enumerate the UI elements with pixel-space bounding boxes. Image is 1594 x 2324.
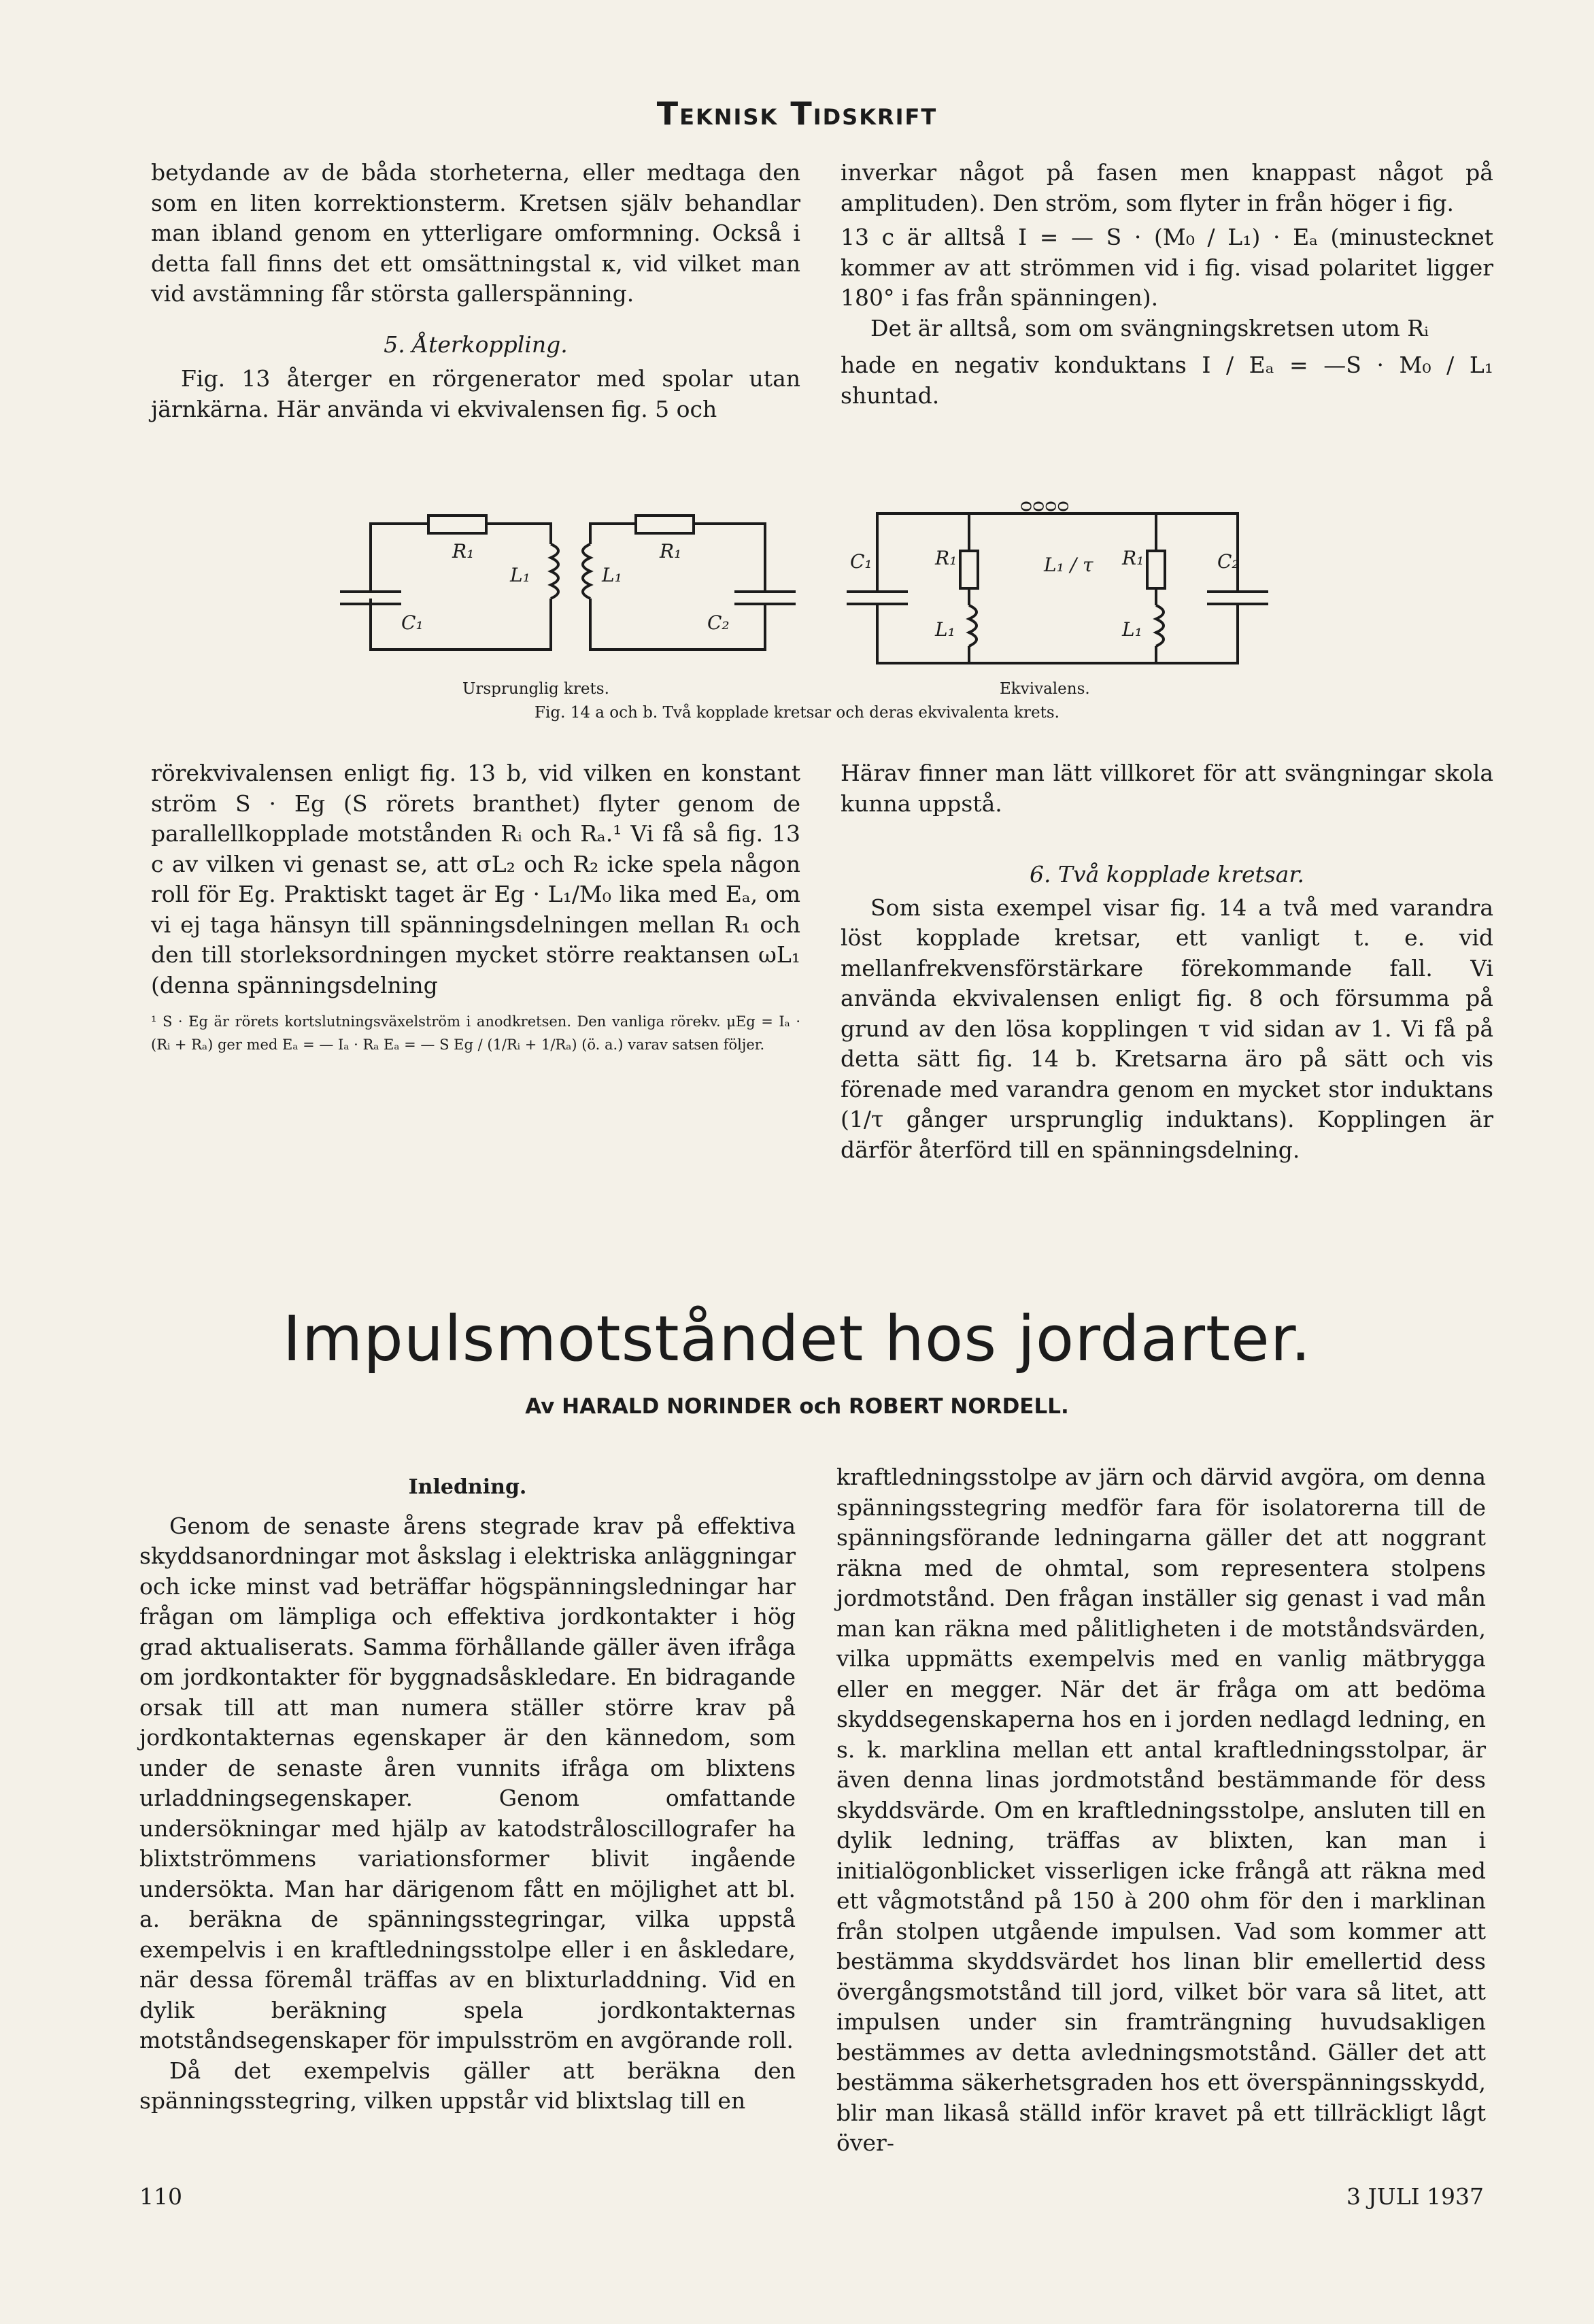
issue-date: 3 JULI 1937 [1346, 2183, 1484, 2210]
paragraph: inverkar något på fasen men knappast något på amplituden). Den ström, som flyter in från höger i fig. [841, 159, 1493, 216]
middle-right-column [841, 758, 1493, 1165]
paragraph: Som sista exempel visar fig. 14 a två med varandra löst kopplade kretsar, ett vanligt t. e. vid mellanfrekvensförstärkare förekommande fall. Vi använda ekvivalensen enligt fig. 8 och försumma på grund av den lösa kopplingen τ vid sidan av 1. Vi få på detta sätt fig. 14 b. Kretsarna äro på sätt och vis förenade med varandra genom en mycket stor induktans (1/τ gånger ursprunglig induktans). Kopplingen är därför återförd till en spänningsdelning. [841, 894, 1493, 1163]
label-r1: R₁ [452, 540, 475, 562]
paragraph: Härav finner man lätt villkoret för att svängningar skola kunna uppstå. [841, 760, 1493, 817]
paragraph: Genom de senaste årens stegrade krav på effektiva skyddsanordningar mot åskslag i elektriska anläggningar och icke minst vad beträffar högspänningsledningar har frågan om lämpliga och effektiva jordkontakter i hög grad aktualiserats. Samma förhållande gäller även ifråga om jordkontakter för byggnadsåskledare. En bidragande orsak till att man numera ställer större krav på jordkontakternas egenskaper är den kännedom, som under de senaste åren vunnits ifråga om blixtens urladdningsegenskaper. Genom omfattande undersökningar med hjälp av katodstråloscillografer ha blixtströmmens variationsformer blivit ingående undersökta. Man har därigenom fått en möjlighet att bl. a. beräkna de spänningsstegringar, vilka uppstå exempelvis i en kraftledningsstolpe eller i en åskledare, när dessa föremål träffas av en blixturladdning. Vid en dylik beräkning spela jordkontakternas motståndsegenskaper för impulsström en avgörande roll. [139, 1512, 796, 2053]
inductor-l1 [969, 605, 977, 646]
top-left-column [151, 158, 800, 424]
label-c1: C₁ [401, 611, 424, 634]
top-right-column [841, 158, 1493, 411]
article-byline: Av HARALD NORINDER och ROBERT NORDELL. [525, 1394, 1069, 1419]
label-r1: R₁ [1122, 547, 1144, 569]
label-l1: L₁ [935, 618, 955, 641]
paragraph: hade en negativ konduktans I / Eₐ = —S · M₀ / L₁ shuntad. [841, 352, 1493, 409]
label-c1: C₁ [850, 550, 872, 573]
wire [877, 513, 1238, 592]
equivalent-circuit [847, 496, 1268, 663]
middle-left-column [151, 758, 800, 1056]
paragraph: Då det exempelvis gäller att beräkna den spänningsstegring, vilken uppstår vid blixtslag till en [139, 2057, 796, 2114]
inductor-l1 [1156, 605, 1164, 646]
coil-glyph: ᴑᴑᴑᴑ [1020, 496, 1070, 516]
paragraph: Fig. 13 återger en rörgenerator med spolar utan järnkärna. Här använda vi ekvivalensen fig. 5 och [151, 365, 800, 422]
paragraph: betydande av de båda storheterna, eller medtaga den som en liten korrektionsterm. Kretsen själv behandlar man ibland genom en ytterligare omformning. Också i detta fall finns det ett omsättningstal κ, vid vilket man vid avstämning får största gallerspänning. [151, 159, 800, 307]
journal-masthead: Teknisk Tidskrift [656, 95, 938, 132]
inductor-l1 [583, 544, 590, 599]
resistor-r1 [960, 551, 978, 588]
figure-caption-right: Ekvivalens. [1000, 680, 1090, 698]
label-r1: R₁ [660, 540, 682, 562]
figure-caption-left: Ursprunglig krets. [462, 680, 609, 698]
circuit-figure [0, 496, 1594, 701]
wire [486, 524, 551, 544]
paragraph: rörekvivalensen enligt fig. 13 b, vid vilken en konstant ström S · Eg (S rörets branthet) flyter genom de parallellkopplade motstånden Rᵢ och Rₐ.¹ Vi få så fig. 13 c av vilken vi genast se, att σL₂ och R₂ icke spela någon roll för Eg. Praktiskt taget är Eg · L₁/M₀ lika med Eₐ, om vi ej taga hänsyn till spänningsdelningen mellan R₁ och den till storleksordningen mycket större reaktansen ωL₁ (denna spänningsdelning [151, 760, 800, 998]
wire [877, 604, 1238, 663]
resistor-r1 [636, 516, 694, 533]
label-r1: R₁ [935, 547, 957, 569]
paragraph: 13 c är alltså I = — S · (M₀ / L₁) · Eₐ (minustecknet kommer av att strömmen vid i fig. visad polaritet ligger 180° i fas från spänningen). [841, 224, 1493, 311]
resistor-r1 [1147, 551, 1165, 588]
wire [371, 599, 551, 650]
footnote: ¹ S · Eg är rörets kortslutningsväxelström i anodkretsen. Den vanliga rörekv. μEg = Iₐ · (Rᵢ + Rₐ) ger med Eₐ = — Iₐ · Rₐ Eₐ = — S Eg / (1/Rᵢ + 1/Rₐ) (ö. a.) varav satsen följer. [151, 1013, 800, 1053]
paragraph: kraftledningsstolpe av järn och därvid avgöra, om denna spänningsstegring medför fara för isolatorerna till de spänningsförande ledningarna gäller det att noggrant räkna med de ohmtal, som representera stolpens jordmotstånd. Den frågan inställer sig genast i vad mån man kan räkna med pålitligheten i de motståndsvärden, vilka uppmätts exempelvis med en vanlig mätbrygga eller en megger. När det är fråga om att bedöma skyddsegenskaperna hos en i jorden nedlagd ledning, en s. k. marklina mellan ett antal kraftledningsstolpar, är även denna linas jordmotstånd bestämmande för dess skyddsvärde. Om en kraftledningsstolpe, ansluten till en dylik ledning, träffas av blixten, kan man i initialögonblicket visserligen icke frångå att räkna med ett vågmotstånd på 150 à 200 ohm för den i marklinan från stolpen utgående impulsen. Vad som kommer att bestämma skyddsvärdet hos linan blir emellertid dess övergångsmotstånd till jord, vilket bör vara så litet, att impulsen under sin framträngning huvudsakligen bestämmes av detta avledningsmotstånd. Gäller det att bestämma säkerhetsgraden hos ett överspänningsskydd, blir man likaså ställd inför kravet på ett tillräckligt lågt över- [836, 1464, 1486, 2156]
section-heading: 5. Återkoppling. [384, 331, 568, 358]
inductor-l1 [551, 544, 558, 599]
wire [590, 524, 636, 544]
article-left-column [139, 1472, 796, 2117]
label-l1: L₁ [510, 564, 530, 586]
article-right-column [836, 1462, 1486, 2159]
wire [590, 599, 765, 650]
page-number: 110 [139, 2183, 182, 2210]
label-l1-tau: L₁ / τ [1044, 554, 1093, 576]
original-circuit [340, 516, 796, 650]
section-heading: Inledning. [408, 1475, 527, 1499]
label-c2: C₂ [1217, 550, 1240, 573]
figure-caption: Fig. 14 a och b. Två kopplade kretsar och deras ekvivalenta krets. [535, 704, 1059, 722]
label-l1: L₁ [602, 564, 622, 586]
label-c2: C₂ [707, 611, 730, 634]
wire [371, 524, 428, 537]
label-l1: L₁ [1122, 618, 1142, 641]
resistor-r1 [428, 516, 486, 533]
article-title: Impulsmotståndet hos jordarter. [282, 1302, 1312, 1375]
wire [694, 524, 765, 592]
section-heading: 6. Två kopplade kretsar. [1029, 861, 1305, 888]
paragraph: Det är alltså, som om svängningskretsen utom Rᵢ [870, 314, 1429, 341]
